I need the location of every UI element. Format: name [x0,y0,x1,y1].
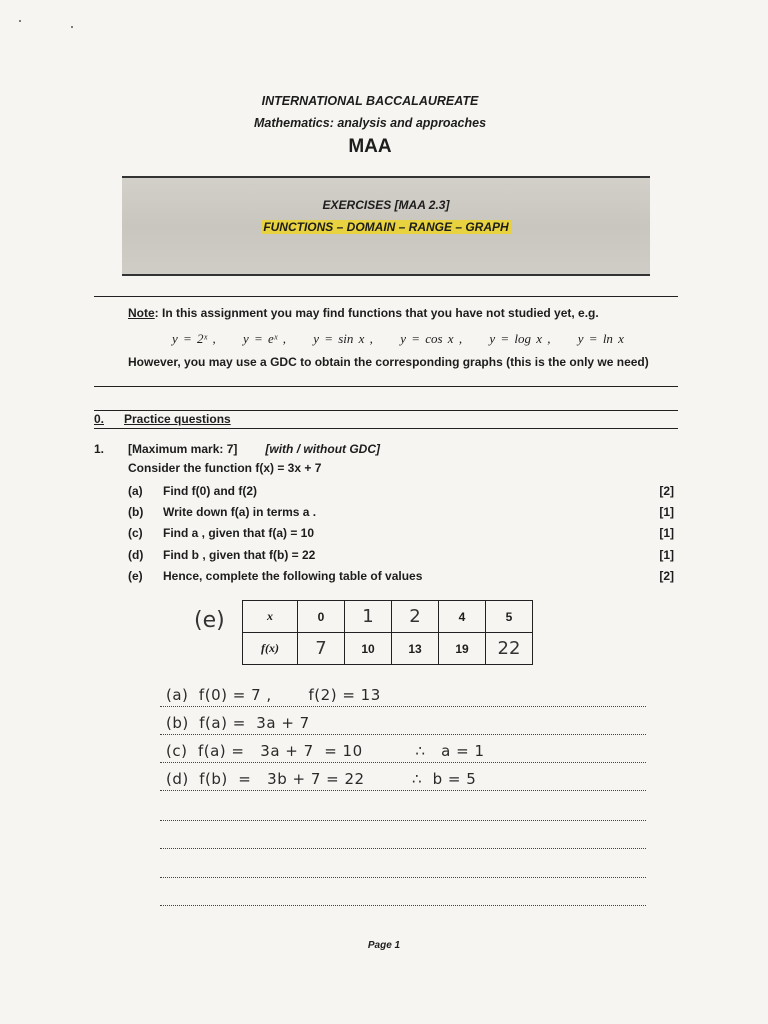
formula: y = 2ˣ , [172,331,216,346]
answer-line [160,855,646,878]
scan-speck [19,20,21,22]
table-header-fx: f(x) [243,633,298,665]
handwritten-answer: (a) f(0) = 7 , f(2) = 13 [166,686,381,704]
table-cell: 0 [298,601,345,633]
exercise-banner [122,176,650,276]
table-cell-handwritten: 22 [486,633,533,665]
part-marks: [1] [659,505,674,519]
part-marks: [1] [659,548,674,562]
table-cell-handwritten: 2 [392,601,439,633]
table-cell: 5 [486,601,533,633]
values-table [242,600,533,665]
exercise-topic: FUNCTIONS – DOMAIN – RANGE – GRAPH [263,220,509,234]
part-label: (e) [128,569,143,583]
question-marks: [Maximum mark: 7] [128,442,238,456]
formula: y = sin x , [313,331,373,346]
question-part [128,484,676,500]
question-part [128,569,676,585]
formula: y = cos x , [400,331,463,346]
table-cell: 4 [439,601,486,633]
handwritten-answer: (d) f(b) = 3b + 7 = 22 ∴ b = 5 [166,770,477,788]
gdc-note: However, you may use a GDC to obtain the corresponding graphs (this is the only we need) [128,355,649,369]
divider [94,410,678,411]
exercise-topic-wrap [122,220,650,234]
exercise-code: EXERCISES [MAA 2.3] [322,198,450,212]
question-number: 1. [94,442,105,456]
part-label: (a) [128,484,143,498]
answer-line [160,826,646,849]
part-text: Find f(0) and f(2) [163,484,257,498]
part-label: (d) [128,548,144,562]
gdc-tag: [with / without GDC] [265,442,381,456]
formula: y = log x , [489,331,551,346]
part-text: Write down f(a) in terms a . [163,505,317,519]
answer-line [160,883,646,906]
question-part [128,505,676,521]
part-label: (b) [128,505,144,519]
course-code: MAA [348,136,392,157]
formula: y = ln x [577,331,624,346]
divider [94,428,678,429]
handwritten-answer: (c) f(a) = 3a + 7 = 10 ∴ a = 1 [166,742,485,760]
part-marks: [2] [659,569,674,583]
formula: y = eˣ , [242,331,286,346]
question-header [128,442,380,456]
question-part [128,526,676,542]
course-title: Mathematics: analysis and approaches [253,116,487,130]
table-cell-handwritten: 7 [298,633,345,665]
table-cell: 10 [345,633,392,665]
org-title: INTERNATIONAL BACCALAUREATE [261,94,479,108]
section-heading [94,412,231,426]
scan-speck [71,26,73,28]
part-text: Hence, complete the following table of values [163,569,423,583]
note-line [128,306,599,320]
section-title: Practice questions [124,412,231,426]
part-marks: [2] [659,484,674,498]
formula-list [172,331,646,347]
table-row [243,633,533,665]
table-cell-handwritten: 1 [345,601,392,633]
part-label: (c) [128,526,143,540]
page-number: Page 1 [367,940,401,951]
handwritten-answer: (b) f(a) = 3a + 7 [166,714,310,732]
handwritten-part-label: (e) [194,608,225,633]
divider [94,386,678,387]
table-cell: 13 [392,633,439,665]
part-text: Find b , given that f(b) = 22 [163,548,316,562]
section-number: 0. [94,412,105,426]
table-cell: 19 [439,633,486,665]
question-stem: Consider the function f(x) = 3x + 7 [128,461,322,475]
note-label: Note [128,306,155,320]
part-marks: [1] [659,526,674,540]
part-text: Find a , given that f(a) = 10 [163,526,315,540]
table-header-x: x [243,601,298,633]
note-text: : In this assignment you may find functions that you have not studied yet, e.g. [154,306,599,320]
answer-line [160,798,646,821]
question-part [128,548,676,564]
divider [94,296,678,297]
table-row [243,601,533,633]
